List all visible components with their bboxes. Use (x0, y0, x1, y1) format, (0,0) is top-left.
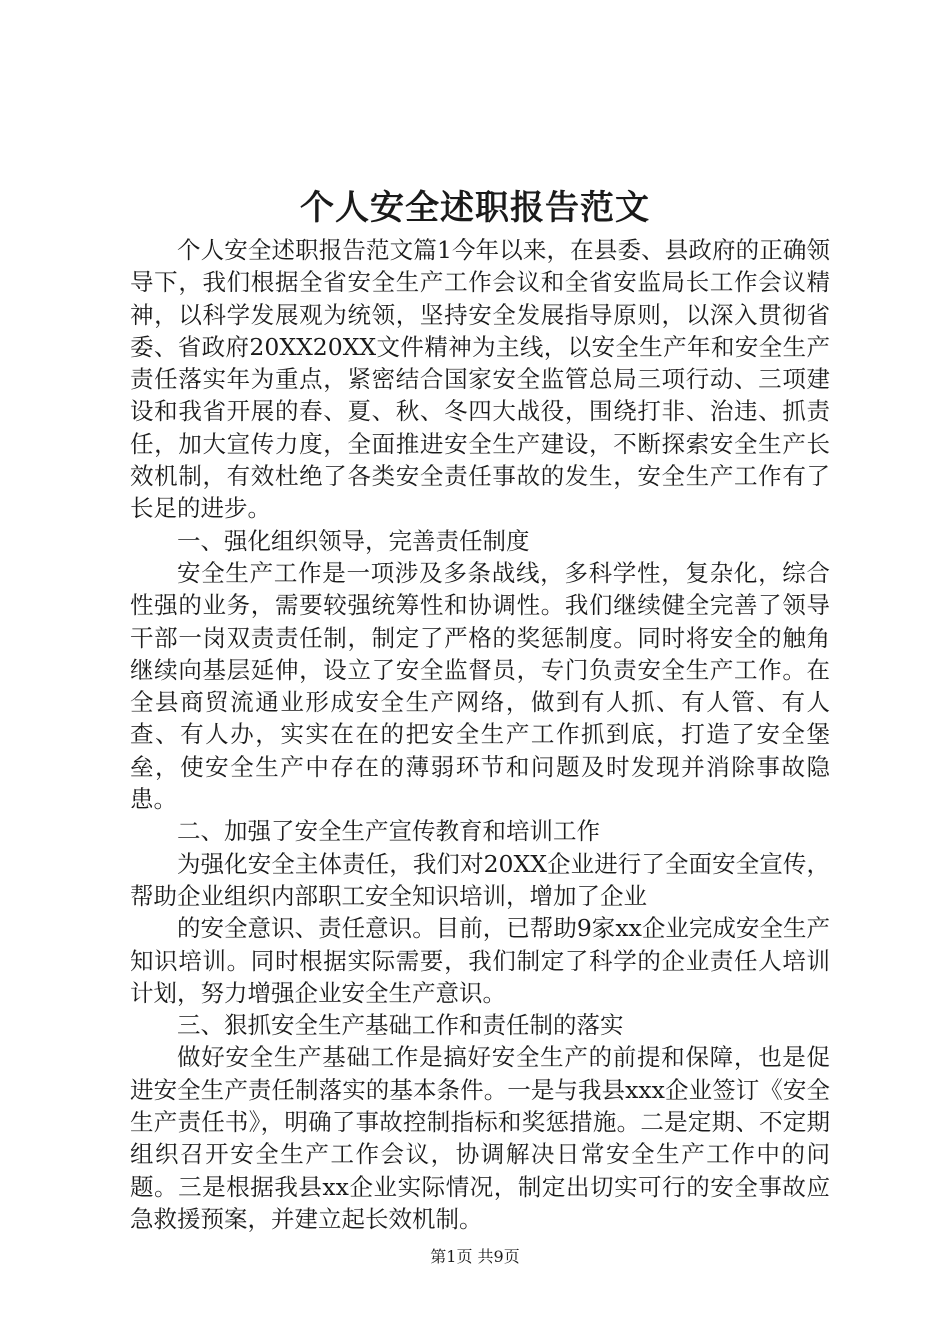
document-body (130, 234, 830, 1235)
paragraph-section-1: 安全生产工作是一项涉及多条战线，多科学性，复杂化，综合性强的业务，需要较强统筹性和协调性。我们继续健全完善了领导干部一岗双责责任制，制定了严格的奖惩制度。同时将安全的触角继续向基层延伸，设立了安全监督员，专门负责安全生产工作。在全县商贸流通业形成安全生产网络，做到有人抓、有人管、有人查、有人办，实实在在的把安全生产工作抓到底，打造了安全堡垒，使安全生产中存在的薄弱环节和问题及时发现并消除事故隐患。 (130, 558, 830, 814)
section-heading-2: 二、加强了安全生产宣传教育和培训工作 (177, 817, 600, 846)
paragraph-section-2a: 为强化安全主体责任，我们对20XX企业进行了全面安全宣传，帮助企业组织内部职工安全知识培训，增加了企业 (130, 849, 830, 910)
section-heading-3: 三、狠抓安全生产基础工作和责任制的落实 (177, 1011, 624, 1040)
page-number-footer: 第1页 共9页 (430, 1247, 520, 1266)
document-title: 个人安全述职报告范文 (300, 188, 650, 228)
paragraph-intro: 个人安全述职报告范文篇1今年以来，在县委、县政府的正确领导下，我们根据全省安全生产工作会议和全省安监局长工作会议精神，以科学发展观为统领，坚持安全发展指导原则，以深入贯彻省委、省政府20XX20XX文件精神为主线，以安全生产年和安全生产责任落实年为重点，紧密结合国家安全监管总局三项行动、三项建设和我省开展的春、夏、秋、冬四大战役，围绕打非、治违、抓责任，加大宣传力度，全面推进安全生产建设，不断探索安全生产长效机制，有效杜绝了各类安全责任事故的发生，安全生产工作有了长足的进步。 (130, 236, 830, 523)
section-heading-1: 一、强化组织领导，完善责任制度 (177, 526, 530, 555)
paragraph-section-2b: 的安全意识、责任意识。目前，已帮助9家xx企业完成安全生产知识培训。同时根据实际需要，我们制定了科学的企业责任人培训计划，努力增强企业安全生产意识。 (130, 914, 830, 1007)
paragraph-section-3: 做好安全生产基础工作是搞好安全生产的前提和保障，也是促进安全生产责任制落实的基本条件。一是与我县xxx企业签订《安全生产责任书》，明确了事故控制指标和奖惩措施。二是定期、不定期组织召开安全生产工作会议，协调解决日常安全生产工作中的问题。三是根据我县xx企业实际情况，制定出切实可行的安全事故应急救援预案，并建立起长效机制。 (130, 1043, 830, 1233)
